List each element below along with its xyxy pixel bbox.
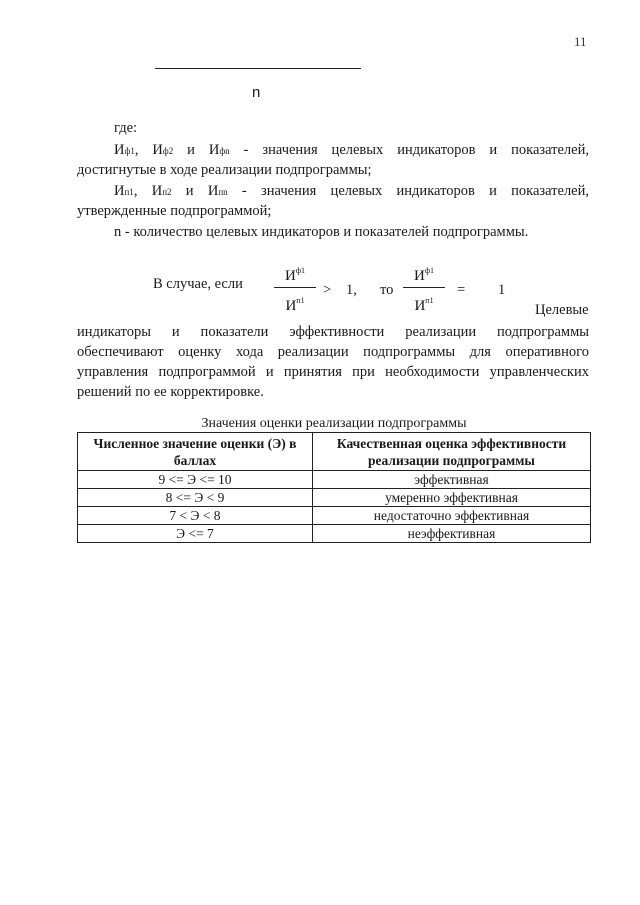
condition-value-1: 1,: [346, 282, 357, 298]
paragraph-line-2: обеспечивают оценку хода реализации подпрограммы для оперативного: [77, 344, 589, 360]
condition-fraction-1: $И^{ф1}$ $И^{п1}$: [274, 262, 316, 315]
table-header-quality: Качественная оценка эффективности реализации подпрограммы: [313, 433, 591, 471]
paragraph-line-1: индикаторы и показатели эффективности реализации подпрограммы: [77, 324, 589, 340]
paragraph-line-4: решений по ее корректировке.: [77, 384, 264, 400]
table-cell-score: 9 <= Э <= 10: [78, 471, 313, 489]
table-row: [78, 507, 591, 525]
formula-fraction-bar: [155, 68, 361, 69]
table-title: Значения оценки реализации подпрограммы: [201, 416, 467, 431]
condition-value-2: 1: [498, 282, 506, 298]
table-cell-quality: недостаточно эффективная: [313, 507, 591, 525]
formula-denominator: n: [252, 84, 261, 101]
condition-then: то: [380, 282, 394, 298]
table-row: [78, 471, 591, 489]
where-line-2-cont: утвержденные подпрограммой;: [77, 203, 272, 219]
table-cell-score: 8 <= Э < 9: [78, 489, 313, 507]
table-cell-quality: эффективная: [313, 471, 591, 489]
equals-sign: =: [457, 282, 466, 298]
table-row: [78, 489, 591, 507]
condition-label: В случае, если: [153, 276, 243, 292]
table-cell-quality: умеренно эффективная: [313, 489, 591, 507]
where-line-2: Ип1, Ип2 и Ипn - значения целевых индикаторов и показателей,: [114, 183, 590, 199]
paragraph-line-3: управления подпрограммой и принятия при необходимости управленческих: [77, 364, 589, 380]
table-header-row: [78, 433, 591, 471]
where-line-1-cont: достигнутые в ходе реализации подпрограммы;: [77, 162, 372, 178]
table-row: [78, 525, 591, 543]
where-intro: где:: [114, 120, 138, 136]
table-cell-score: Э <= 7: [78, 525, 313, 543]
evaluation-table: [77, 432, 591, 543]
condition-fraction-2: $И^{ф1}$ $И^{п1}$: [403, 262, 445, 315]
where-line-3: n - количество целевых индикаторов и показателей подпрограммы.: [114, 224, 529, 240]
page-number: 11: [574, 34, 587, 49]
greater-than-sign: >: [323, 282, 332, 298]
table-cell-quality: неэффективная: [313, 525, 591, 543]
table-header-score: Численное значение оценки (Э) в баллах: [78, 433, 313, 471]
where-line-1: Иф1, Иф2 и Ифn - значения целевых индикаторов и показателей,: [114, 142, 589, 158]
table-cell-score: 7 < Э < 8: [78, 507, 313, 525]
condition-tail: Целевые: [535, 302, 589, 318]
